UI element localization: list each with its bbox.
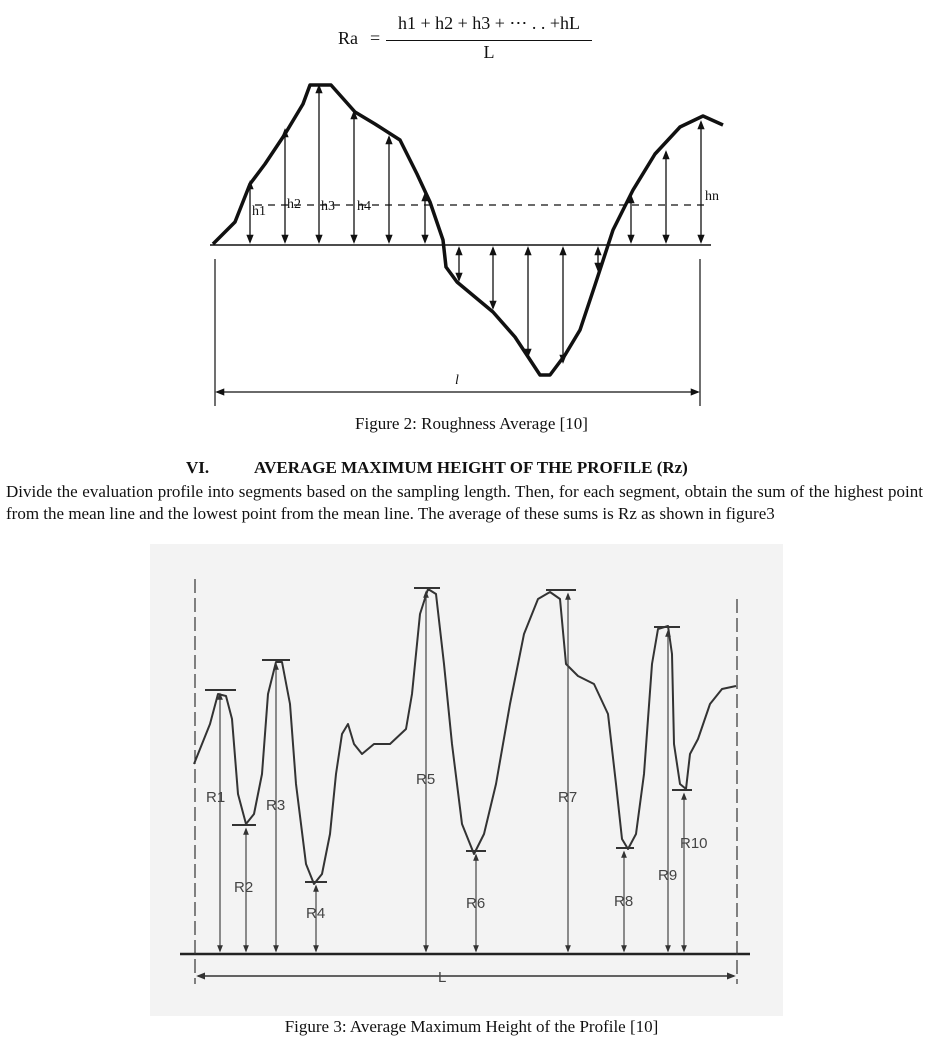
- label-r7: R7: [558, 789, 578, 806]
- label-r9: R9: [658, 867, 678, 884]
- label-r5: R5: [416, 771, 436, 788]
- label-r8: R8: [614, 893, 634, 910]
- formula-denominator: L: [483, 42, 495, 62]
- label-r4: R4: [306, 905, 326, 922]
- profile-curve: [213, 85, 723, 375]
- figure2-caption: Figure 2: Roughness Average [10]: [355, 414, 588, 433]
- formula-lhs: Ra: [338, 28, 358, 48]
- label-r6: R6: [466, 895, 486, 912]
- label-h4: h4: [357, 199, 371, 214]
- label-h3: h3: [321, 199, 335, 214]
- label-r1: R1: [206, 789, 226, 806]
- ra-formula: [0, 0, 943, 70]
- section-paragraph: Divide the evaluation profile into segments based on the sampling length. Then, for each segment, obtain the sum of the highest point from the mean line and the lowest point from the mean line. The average of these sums is Rz as shown in figure3: [6, 482, 923, 523]
- formula-fraction-bar: [386, 40, 592, 41]
- fig3-profile-curve: [194, 589, 736, 884]
- formula-equals: =: [370, 28, 381, 48]
- average-maximum-height-figure: [150, 544, 783, 1016]
- label-r10: R10: [680, 835, 708, 852]
- label-h2: h2: [287, 197, 301, 212]
- label-hn: hn: [705, 189, 719, 204]
- label-l: l: [455, 373, 459, 388]
- section-number: VI.: [186, 458, 210, 477]
- roughness-average-figure: [195, 72, 740, 412]
- label-L: L: [438, 969, 447, 986]
- formula-numerator: h1 + h2 + h3 + ⋯ . . +hL: [397, 13, 581, 33]
- section-title: AVERAGE MAXIMUM HEIGHT OF THE PROFILE (Rz): [254, 458, 688, 477]
- label-r2: R2: [234, 879, 254, 896]
- label-r3: R3: [266, 797, 286, 814]
- figure3-caption: Figure 3: Average Maximum Height of the Profile [10]: [284, 1017, 659, 1036]
- label-h1: h1: [252, 204, 266, 219]
